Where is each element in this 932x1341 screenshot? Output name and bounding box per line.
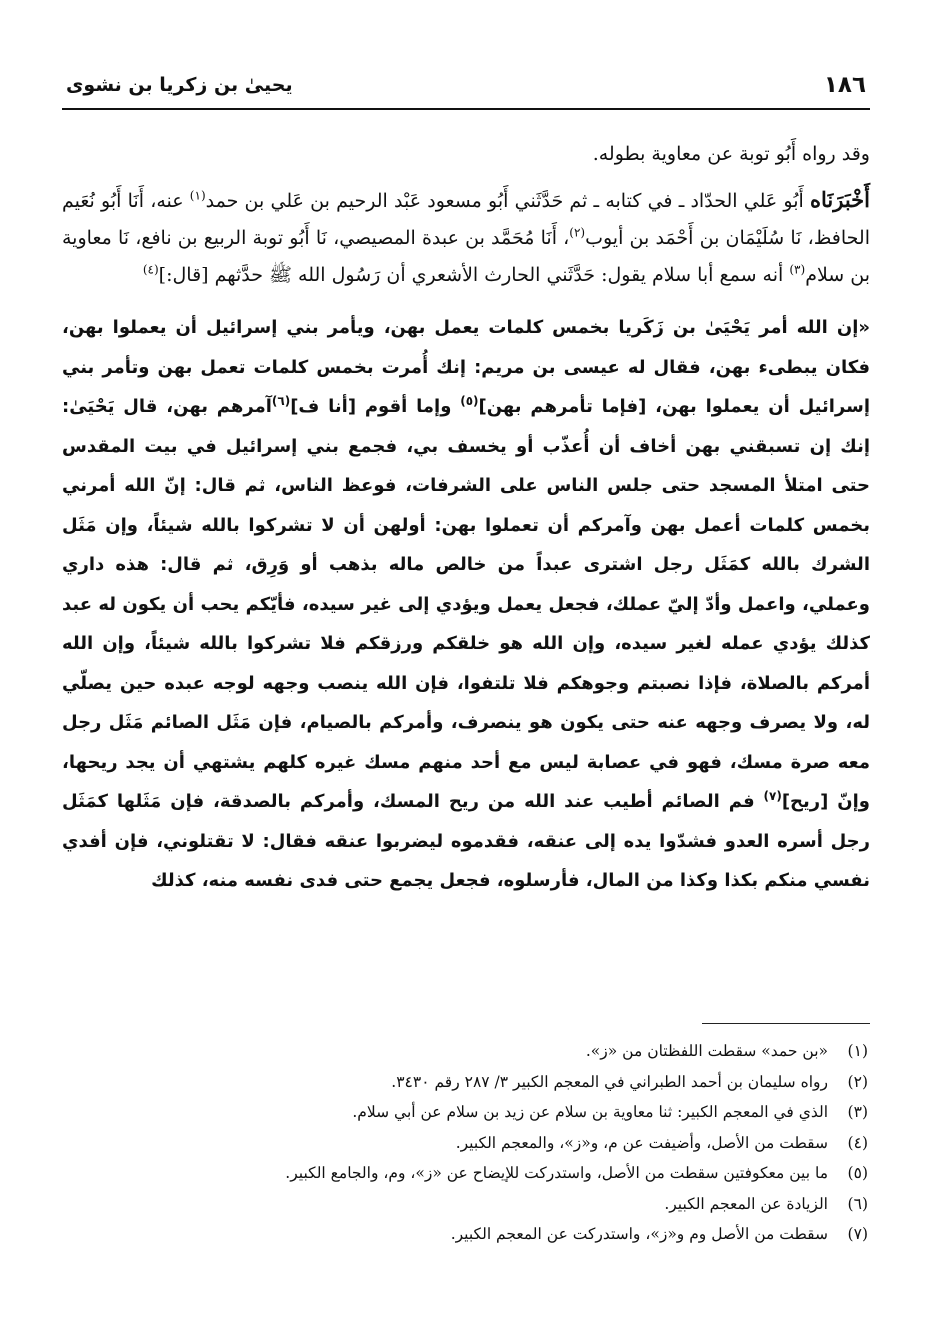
footnote-ref-3[interactable]: (٣) — [789, 262, 806, 277]
header-rule — [62, 108, 870, 110]
footnote-item — [62, 1128, 870, 1159]
footnote-ref-7[interactable]: (٧) — [763, 789, 782, 803]
isnad-text-b: عنه، أَنَا أَبُو نُعَيم الحافظ، نَا سُلَيْمَان بن أَحْمَد بن أيوب — [62, 190, 870, 249]
footnote-text: الذي في المعجم الكبير: ثنا معاوية بن سلام عن زيد بن سلام عن أبي سلام. — [352, 1103, 828, 1121]
isnad-text-c: ، أَنَا مُحَمَّد بن عبدة المصيصي، نَا أَبُو توبة الربيع بن نافع، نَا معاوية بن سلام — [62, 227, 870, 286]
footnote-text: سقطت من الأصل وم و«ز»، واستدركت عن المعجم الكبير. — [450, 1225, 828, 1243]
footnote-number: (٣) — [847, 1103, 868, 1121]
main-text — [62, 136, 870, 901]
footnote-text: ما بين معكوفتين سقطت من الأصل، واستدركت للإيضاح عن «ز»، وم، والجامع الكبير. — [285, 1164, 828, 1182]
footnote-item — [62, 1189, 870, 1220]
footnote-number: (٦) — [847, 1194, 868, 1213]
footnote-text: رواه سليمان بن أحمد الطبراني في المعجم الكبير ٣/ ٢٨٧ رقم ٣٤٣٠. — [391, 1072, 828, 1091]
footnote-number: (٧) — [847, 1225, 868, 1243]
page-number: ١٨٦ — [823, 72, 866, 98]
paragraph-intro: وقد رواه أَبُو توبة عن معاوية بطوله. — [592, 143, 870, 165]
hadith-text — [62, 308, 870, 901]
footnote-item — [62, 1067, 870, 1098]
footnotes-list — [62, 1036, 870, 1250]
footnote-item — [62, 1097, 870, 1128]
footnote-number: (٤) — [847, 1133, 868, 1152]
isnad-text-d: أنه سمع أبا سلام يقول: حَدَّثَني الحارث الأشعري أن رَسُول الله ﷺ حدَّثهم [قال:] — [158, 264, 790, 286]
hadith-text-b: وإما أقوم [أنا ف] — [290, 396, 461, 417]
footnote-ref-5[interactable]: (٥) — [460, 394, 479, 408]
footnote-item — [62, 1158, 870, 1189]
footnote-ref-2[interactable]: (٢) — [569, 225, 586, 240]
footnote-number: (٥) — [847, 1164, 868, 1182]
footnote-text: سقطت من الأصل، وأضيفت عن م، و«ز»، والمعجم الكبير. — [455, 1133, 828, 1152]
footnote-item — [62, 1036, 870, 1067]
footnote-text: الزيادة عن المعجم الكبير. — [664, 1194, 828, 1213]
footnote-number: (٢) — [847, 1072, 868, 1091]
hadith-text-a: «إن الله أمر يَحْيَىٰ بن زَكَريا بخمس كلمات يعمل بهن، ويأمر بني إسرائيل أن يعملوا بهن، فكان يبطىء بهن، فقال له عيسى بن مريم: إنك أُمرت بخمس كلمات تعمل بهن وتأمر بني إسرائيل أن يعملوا بهن، [فإما تأمرهم بهن] — [62, 317, 870, 417]
footnote-text: «بن حمد» سقطت اللفظتان من «ز». — [585, 1042, 828, 1060]
footnote-separator — [702, 1023, 870, 1024]
hadith-text-d: فم الصائم أطيب عند الله من ريح المسك، وأمركم بالصدقة، فإن مَثَلها كمَثَل رجل أسره العدو فشدّوا يده إلى عنقه، فقدموه ليضربوا عنقه فقال: لا تقتلوني، فإن أفدي نفسي منكم بكذا وكذا من المال، فأرسلوه، فجعل يجمع حتى فدى نفسه منه، كذلك — [62, 791, 870, 891]
footnote-ref-4[interactable]: (٤) — [142, 262, 159, 277]
page-header — [62, 62, 870, 110]
footnote-number: (١) — [847, 1042, 868, 1060]
running-title: يحيىٰ بن زكريا بن نشوى — [66, 74, 293, 96]
akhbarana-keyword: أَخْبَرَنَاه — [810, 187, 870, 212]
footnote-ref-6[interactable]: (٦) — [271, 394, 291, 408]
hadith-text-c: آمرهم بهن، قال يَحْيَىٰ: إنك إن تسبقني بهن أخاف أن أُعذّب أو يخسف بي، فجمع بني إسرائيل في بيت المقدس حتى امتلأ المسجد حتى جلس الناس على الشرفات، فوعظ الناس، ثم قال: إنّ الله أمرني بخمس كلمات أعمل بهن وآمركم أن تعملوا بهن: أولهن أن لا تشركوا بالله شيئاً، وإن مَثَل الشرك بالله كمَثَل رجل اشترى عبداً من خالص ماله بذهب أو وَرِق، ثم قال: هذه داري وعملي، واعمل وأدّ إليّ عملك، فجعل يعمل ويؤدي إلى غير سيده، فأيّكم يحب أن يكون له عبد كذلك يؤدي عمله لغير سيده، وإن الله هو خلقكم ورزقكم فلا تشركوا بالله شيئاً، وإن الله أمركم بالصلاة، فإذا نصبتم وجوهكم فلا تلتفوا، فإن الله ينصب وجهه لوجه عبده حين يصلّي له، ولا يصرف وجهه عنه حتى يكون هو ينصرف، وأمركم بالصيام، فإن مَثَل الصائم مَثَل رجل معه صرة مسك، فهو في عصابة ليس مع أحد منهم مسك غيره كلهم يشتهي أن يجد ريحها، وإنّ [ريح] — [62, 396, 870, 812]
footnote-item — [62, 1219, 870, 1250]
paragraph-isnad — [62, 181, 870, 294]
isnad-text-a: أَبُو عَلي الحدّاد ـ في كتابه ـ ثم حَدَّثَني أَبُو مسعود عَبْد الرحيم بن عَلي بن حمد — [205, 190, 810, 212]
footnote-ref-1[interactable]: (١) — [189, 188, 206, 203]
